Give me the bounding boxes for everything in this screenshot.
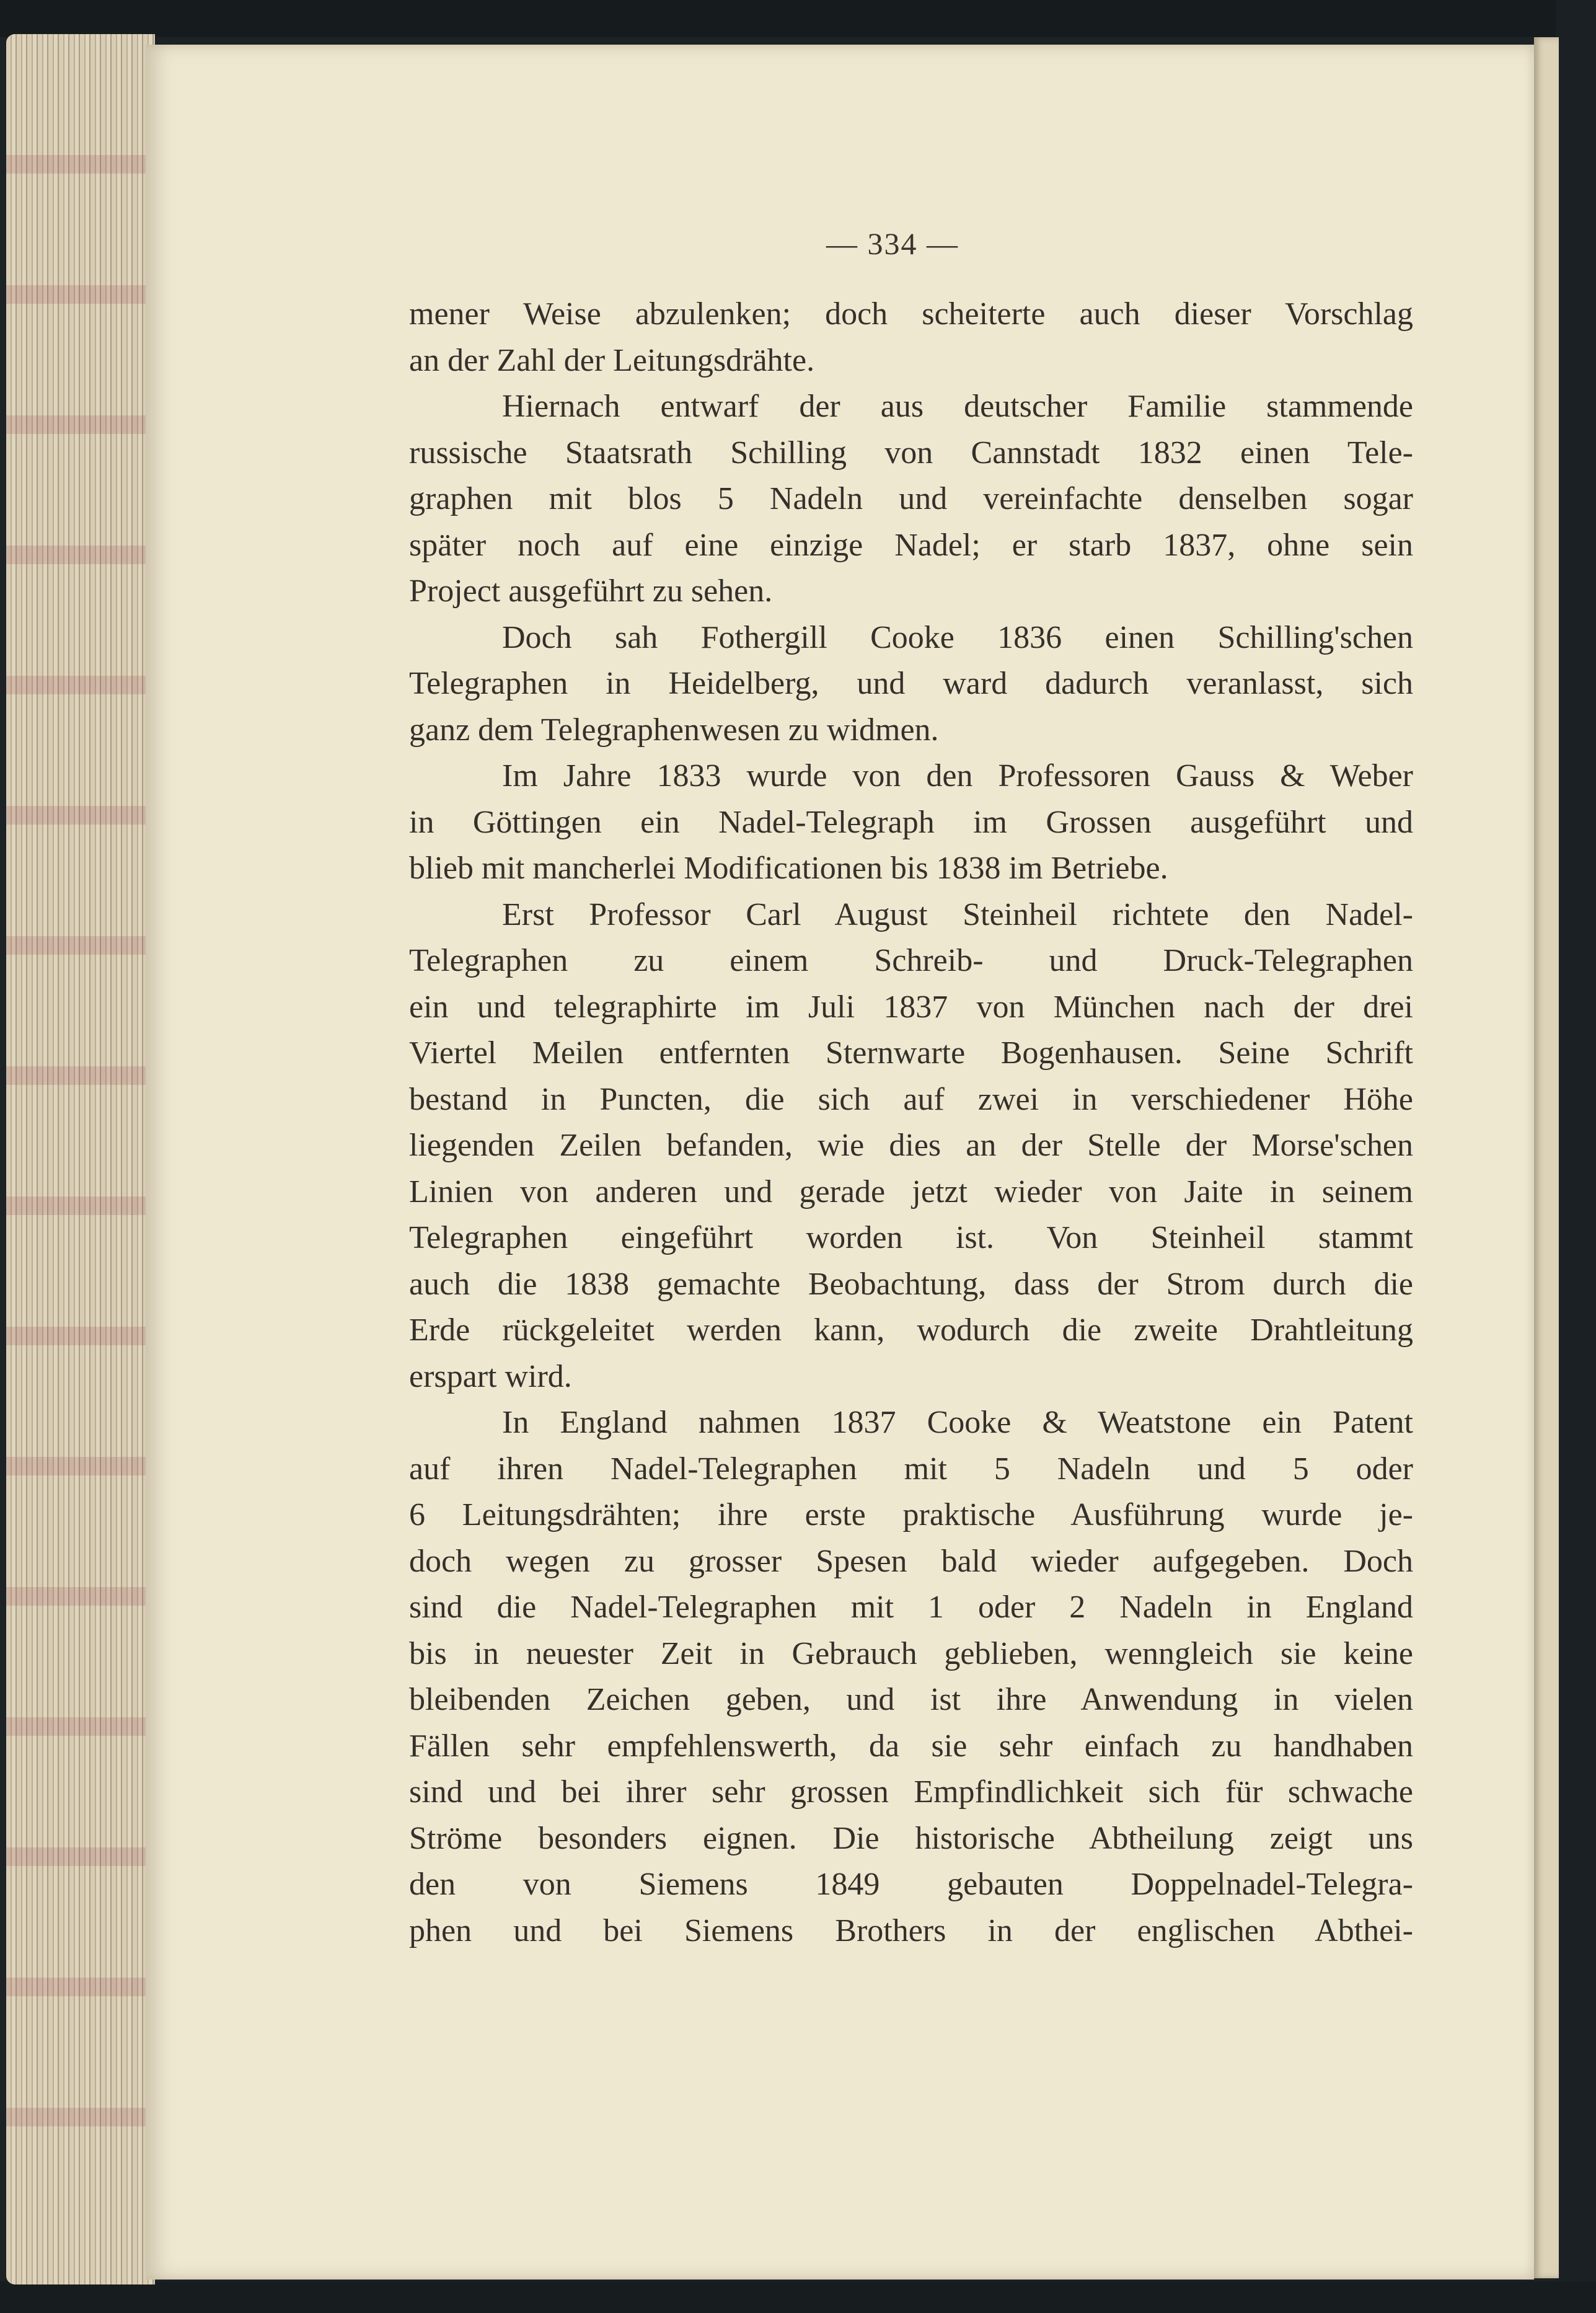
text-line: Doch sah Fothergill Cooke 1836 einen Schilling'schen xyxy=(502,619,1413,655)
book-cover-right xyxy=(1556,0,1596,2313)
text-line: Telegraphen eingeführt worden ist. Von Steinheil stammt xyxy=(409,1220,1413,1255)
text-line: Ströme besonders eignen. Die historische Abtheilung zeigt uns xyxy=(409,1820,1413,1856)
text-line: bis in neuester Zeit in Gebrauch geblieben, wenngleich sie keine xyxy=(409,1635,1413,1671)
text-line: bleibenden Zeichen geben, und ist ihre Anwendung in vielen xyxy=(409,1682,1413,1717)
page-number: — 334 — xyxy=(826,226,959,261)
text-line: russische Staatsrath Schilling von Cannstadt 1832 einen Tele- xyxy=(409,435,1413,471)
text-line: sind und bei ihrer sehr grossen Empfindlichkeit sich für schwache xyxy=(409,1774,1413,1810)
text-line: blieb mit mancherlei Modificationen bis 1838 im Betriebe. xyxy=(409,851,1168,886)
text-line: Project ausgeführt zu sehen. xyxy=(409,573,773,609)
text-line: liegenden Zeilen befanden, wie dies an der Stelle der Morse'schen xyxy=(409,1128,1413,1163)
page-edge-stains xyxy=(6,99,149,2207)
text-line: sind die Nadel-Telegraphen mit 1 oder 2 Nadeln in England xyxy=(409,1590,1413,1625)
text-line: graphen mit blos 5 Nadeln und vereinfachte denselben sogar xyxy=(409,481,1413,516)
text-line: Linien von anderen und gerade jetzt wieder von Jaite in seinem xyxy=(409,1174,1413,1210)
text-line: Erde rückgeleitet werden kann, wodurch die zweite Drahtleitung xyxy=(409,1312,1413,1348)
text-line: auf ihren Nadel-Telegraphen mit 5 Nadeln und 5 oder xyxy=(409,1451,1413,1487)
text-line: in Göttingen ein Nadel-Telegraph im Grossen ausgeführt und xyxy=(409,804,1413,840)
facing-page-edge xyxy=(1534,37,1559,2278)
book-cover-bottom xyxy=(0,2281,1596,2313)
text-line: erspart wird. xyxy=(409,1358,572,1394)
text-line: ein und telegraphirte im Juli 1837 von München nach der drei xyxy=(409,989,1413,1025)
text-line: Hiernach entwarf der aus deutscher Familie stammende xyxy=(502,389,1413,424)
text-line: In England nahmen 1837 Cooke & Weatstone ein Patent xyxy=(502,1405,1413,1440)
text-line: den von Siemens 1849 gebauten Doppelnadel-Telegra- xyxy=(409,1867,1413,1902)
text-line: mener Weise abzulenken; doch scheiterte auch dieser Vorschlag xyxy=(409,296,1413,332)
book-cover-top xyxy=(0,0,1596,37)
text-line: 6 Leitungsdrähten; ihre erste praktische Ausführung wurde je- xyxy=(409,1497,1413,1532)
text-line: ganz dem Telegraphenwesen zu widmen. xyxy=(409,712,939,748)
text-line: Fällen sehr empfehlenswerth, da sie sehr einfach zu handhaben xyxy=(409,1728,1413,1764)
body-text xyxy=(409,291,1413,2002)
text-line: Telegraphen zu einem Schreib- und Druck-Telegraphen xyxy=(409,943,1413,978)
text-line: phen und bei Siemens Brothers in der englischen Abthei- xyxy=(409,1913,1413,1948)
text-line: Im Jahre 1833 wurde von den Professoren Gauss & Weber xyxy=(502,758,1413,794)
text-line: später noch auf eine einzige Nadel; er starb 1837, ohne sein xyxy=(409,527,1413,563)
text-line: Viertel Meilen entfernten Sternwarte Bogenhausen. Seine Schrift xyxy=(409,1035,1413,1071)
text-line: doch wegen zu grosser Spesen bald wieder aufgegeben. Doch xyxy=(409,1543,1413,1579)
text-line: an der Zahl der Leitungsdrähte. xyxy=(409,342,815,378)
text-line: Erst Professor Carl August Steinheil richtete den Nadel- xyxy=(502,896,1413,932)
text-line: bestand in Puncten, die sich auf zwei in verschiedener Höhe xyxy=(409,1081,1413,1117)
text-line: auch die 1838 gemachte Beobachtung, dass der Strom durch die xyxy=(409,1266,1413,1302)
text-line: Telegraphen in Heidelberg, und ward dadurch veranlasst, sich xyxy=(409,666,1413,701)
